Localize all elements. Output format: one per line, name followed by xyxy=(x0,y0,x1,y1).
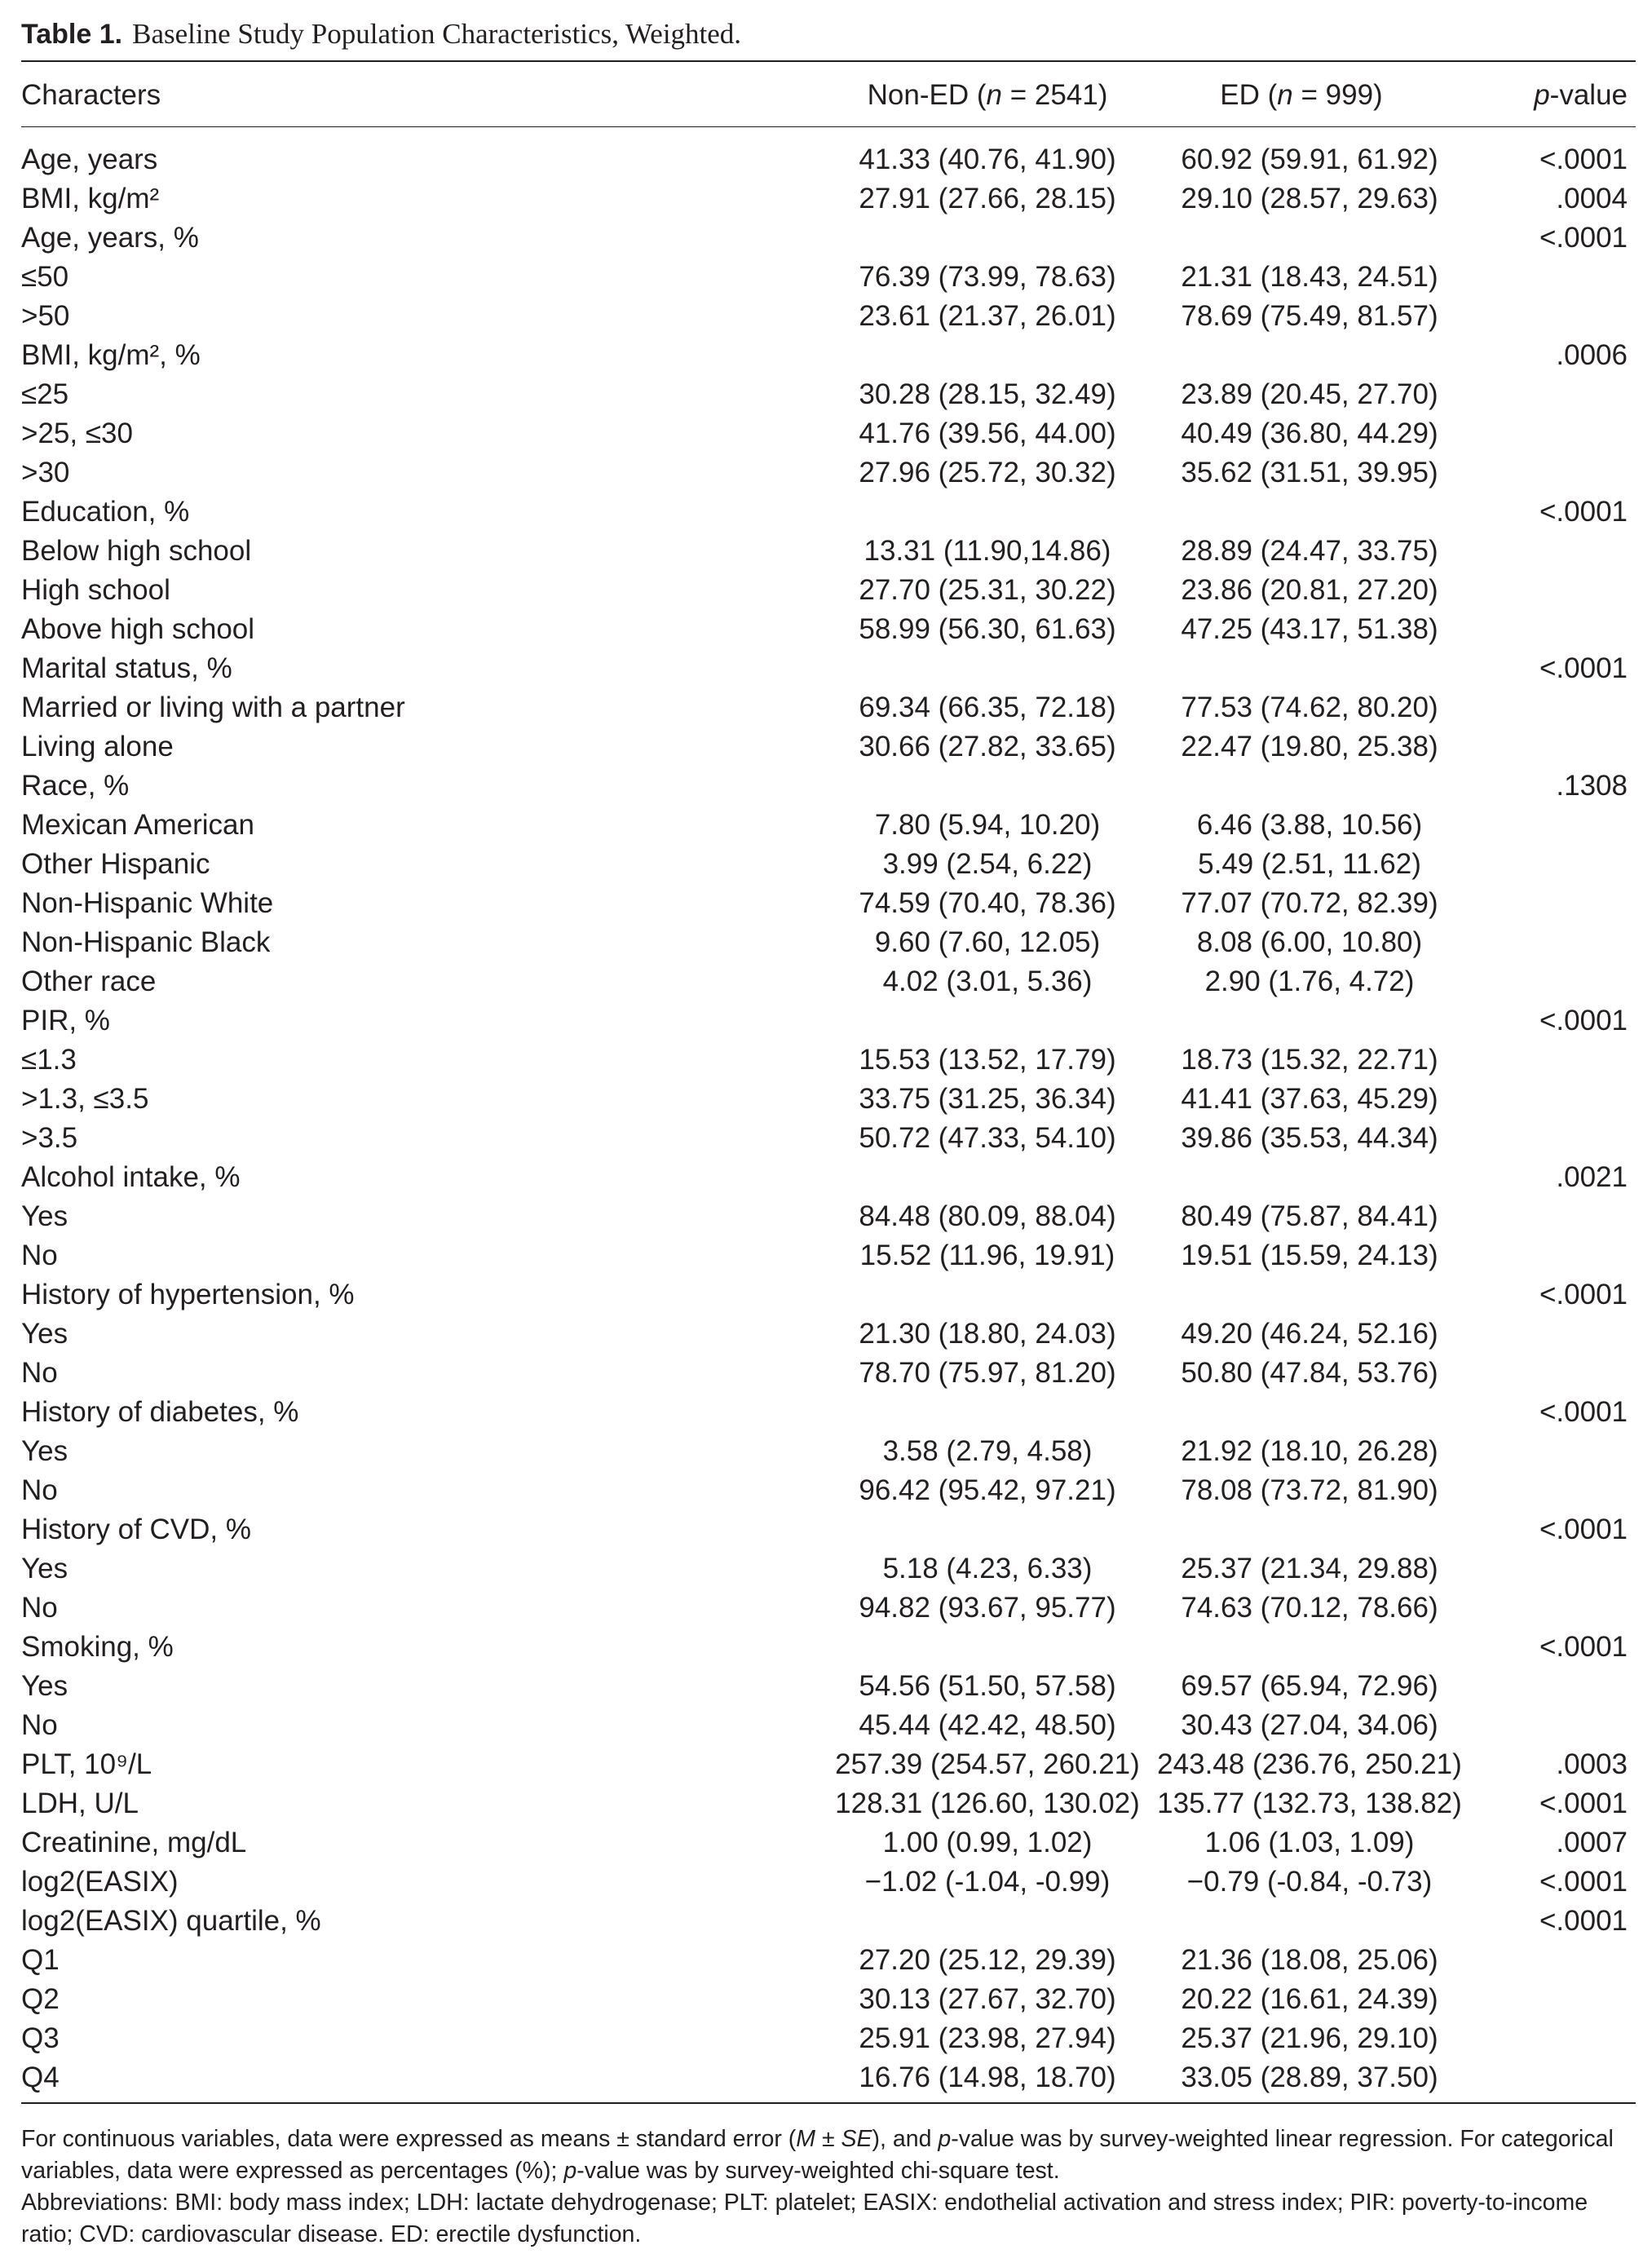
row-ed-value: 50.80 (47.84, 53.76) xyxy=(1181,1357,1438,1389)
row-label: Above high school xyxy=(21,613,255,645)
row-ed-value: 77.53 (74.62, 80.20) xyxy=(1181,692,1438,723)
row-ed-value: 78.69 (75.49, 81.57) xyxy=(1181,300,1438,332)
row-p-value: .0006 xyxy=(1556,339,1628,371)
row-label: log2(EASIX) xyxy=(21,1866,179,1898)
row-non-ed-value: 54.56 (51.50, 57.58) xyxy=(859,1670,1116,1702)
row-p-value: <.0001 xyxy=(1539,1396,1628,1428)
table-row xyxy=(21,1902,1636,1941)
table-row xyxy=(21,845,1636,884)
fn-part: -value was by survey-weighted chi-square test. xyxy=(576,2158,1060,2184)
header-p-symbol: p xyxy=(1534,79,1550,111)
row-ed-value: 69.57 (65.94, 72.96) xyxy=(1181,1670,1438,1702)
row-ed-value: 243.48 (236.76, 250.21) xyxy=(1157,1748,1462,1780)
row-ed-value: 77.07 (70.72, 82.39) xyxy=(1181,887,1438,919)
header-ed-n: n xyxy=(1277,79,1293,111)
footnote-methods xyxy=(21,2123,1644,2187)
row-p-value: <.0001 xyxy=(1539,1279,1628,1310)
header-characters: Characters xyxy=(21,79,161,111)
row-label: >30 xyxy=(21,457,70,488)
footnote-abbreviations: Abbreviations: BMI: body mass index; LDH: lactate dehydrogenase; PLT: platelet; EASIX: endothelial activation and stress index; PIR: poverty-to-income ratio; CVD: cardiovascular disease. ED: erectile dysfunction. xyxy=(21,2190,1588,2247)
row-p-value: .0007 xyxy=(1556,1827,1628,1858)
row-p-value: <.0001 xyxy=(1539,1631,1628,1663)
table-row xyxy=(21,1863,1636,1902)
row-label: No xyxy=(21,1240,58,1271)
row-ed-value: 18.73 (15.32, 22.71) xyxy=(1181,1044,1438,1076)
row-label: Smoking, % xyxy=(21,1631,174,1663)
row-label: No xyxy=(21,1709,58,1741)
table-caption-label: Table 1. xyxy=(21,19,123,50)
row-ed-value: 74.63 (70.12, 78.66) xyxy=(1181,1592,1438,1624)
row-label: Below high school xyxy=(21,535,252,567)
row-ed-value: 60.92 (59.91, 61.92) xyxy=(1181,144,1438,175)
row-label: No xyxy=(21,1592,58,1624)
table-row xyxy=(21,1236,1636,1275)
row-label: LDH, U/L xyxy=(21,1788,139,1819)
row-ed-value: 78.08 (73.72, 81.90) xyxy=(1181,1474,1438,1506)
row-ed-value: 25.37 (21.34, 29.88) xyxy=(1181,1553,1438,1584)
row-non-ed-value: 58.99 (56.30, 61.63) xyxy=(859,613,1116,645)
row-ed-value: 25.37 (21.96, 29.10) xyxy=(1181,2022,1438,2054)
row-ed-value: 29.10 (28.57, 29.63) xyxy=(1181,183,1438,214)
row-p-value: .0004 xyxy=(1556,183,1628,214)
fn-part: For continuous variables, data were expressed as means ± standard error ( xyxy=(21,2126,797,2152)
row-label: BMI, kg/m², % xyxy=(21,339,201,371)
row-label: Other race xyxy=(21,966,157,997)
row-label: >25, ≤30 xyxy=(21,418,133,449)
row-non-ed-value: 21.30 (18.80, 24.03) xyxy=(859,1318,1116,1350)
table-row xyxy=(21,884,1636,923)
table-header-rule xyxy=(21,126,1636,127)
row-ed-value: 30.43 (27.04, 34.06) xyxy=(1181,1709,1438,1741)
table-row xyxy=(21,1119,1636,1158)
row-label: Living alone xyxy=(21,731,174,762)
row-non-ed-value: 9.60 (7.60, 12.05) xyxy=(874,926,1101,958)
row-label: Alcohol intake, % xyxy=(21,1161,241,1193)
table-row xyxy=(21,1589,1636,1628)
row-ed-value: −0.79 (-0.84, -0.73) xyxy=(1186,1866,1433,1898)
table-row xyxy=(21,2019,1636,2058)
fn-part: -value was by survey-weighted linear regression. For categorical variables, data were expressed as percentages (%); xyxy=(21,2126,1614,2184)
row-ed-value: 21.31 (18.43, 24.51) xyxy=(1181,261,1438,293)
row-p-value: <.0001 xyxy=(1539,1788,1628,1819)
row-p-value: <.0001 xyxy=(1539,496,1628,528)
table-row xyxy=(21,1784,1636,1823)
row-ed-value: 49.20 (46.24, 52.16) xyxy=(1181,1318,1438,1350)
row-non-ed-value: 4.02 (3.01, 5.36) xyxy=(882,966,1093,997)
table-row xyxy=(21,1628,1636,1667)
table-row xyxy=(21,649,1636,688)
row-label: PLT, 10⁹/L xyxy=(21,1748,152,1780)
row-label: No xyxy=(21,1474,58,1506)
row-ed-value: 80.49 (75.87, 84.41) xyxy=(1181,1200,1438,1232)
fn-p: p xyxy=(938,2126,952,2152)
table-header-row xyxy=(21,68,1636,122)
header-ed xyxy=(1098,68,1505,122)
row-ed-value: 1.06 (1.03, 1.09) xyxy=(1204,1827,1415,1858)
table-row xyxy=(21,493,1636,532)
row-label: >3.5 xyxy=(21,1122,78,1154)
table-row xyxy=(21,610,1636,649)
table-row xyxy=(21,1941,1636,1980)
table-row xyxy=(21,140,1636,179)
row-label: High school xyxy=(21,574,170,606)
row-non-ed-value: 41.76 (39.56, 44.00) xyxy=(859,418,1116,449)
row-label: Mexican American xyxy=(21,809,254,841)
table-row xyxy=(21,1980,1636,2019)
row-label: ≤1.3 xyxy=(21,1044,77,1076)
row-p-value: <.0001 xyxy=(1539,1005,1628,1036)
table-row xyxy=(21,532,1636,571)
row-non-ed-value: 15.53 (13.52, 17.79) xyxy=(859,1044,1116,1076)
row-non-ed-value: 1.00 (0.99, 1.02) xyxy=(882,1827,1093,1858)
row-ed-value: 2.90 (1.76, 4.72) xyxy=(1204,966,1415,997)
row-non-ed-value: 27.70 (25.31, 30.22) xyxy=(859,574,1116,606)
row-ed-value: 39.86 (35.53, 44.34) xyxy=(1181,1122,1438,1154)
table-row xyxy=(21,179,1636,219)
row-non-ed-value: −1.02 (-1.04, -0.99) xyxy=(864,1866,1111,1898)
table-bottom-rule xyxy=(21,2102,1636,2104)
table-row xyxy=(21,1197,1636,1236)
row-non-ed-value: 128.31 (126.60, 130.02) xyxy=(835,1788,1140,1819)
row-non-ed-value: 27.96 (25.72, 30.32) xyxy=(859,457,1116,488)
fn-se: SE xyxy=(841,2126,872,2152)
row-label: Education, % xyxy=(21,496,190,528)
row-non-ed-value: 23.61 (21.37, 26.01) xyxy=(859,300,1116,332)
row-non-ed-value: 94.82 (93.67, 95.77) xyxy=(859,1592,1116,1624)
table-top-rule xyxy=(21,60,1636,62)
header-p-value xyxy=(1534,68,1628,122)
row-ed-value: 22.47 (19.80, 25.38) xyxy=(1181,731,1438,762)
table-body xyxy=(21,140,1636,2097)
table-row xyxy=(21,258,1636,297)
row-label: Non-Hispanic White xyxy=(21,887,274,919)
table-row xyxy=(21,806,1636,845)
row-label: Q3 xyxy=(21,2022,60,2054)
table-row xyxy=(21,1432,1636,1471)
row-non-ed-value: 257.39 (254.57, 260.21) xyxy=(835,1748,1140,1780)
table-caption xyxy=(21,11,1636,57)
table-row xyxy=(21,1001,1636,1041)
row-label: Q4 xyxy=(21,2062,60,2093)
row-non-ed-value: 33.75 (31.25, 36.34) xyxy=(859,1083,1116,1115)
row-non-ed-value: 7.80 (5.94, 10.20) xyxy=(874,809,1101,841)
table-row xyxy=(21,336,1636,375)
row-label: History of CVD, % xyxy=(21,1514,251,1545)
row-label: Q2 xyxy=(21,1983,60,2015)
header-p-suffix: -value xyxy=(1549,79,1628,111)
header-non-ed-suffix: = 2541) xyxy=(1001,79,1108,111)
row-ed-value: 41.41 (37.63, 45.29) xyxy=(1181,1083,1438,1115)
row-ed-value: 28.89 (24.47, 33.75) xyxy=(1181,535,1438,567)
row-ed-value: 35.62 (31.51, 39.95) xyxy=(1181,457,1438,488)
row-label: History of diabetes, % xyxy=(21,1396,299,1428)
row-p-value: .0021 xyxy=(1556,1161,1628,1193)
table-row xyxy=(21,1315,1636,1354)
table-row xyxy=(21,767,1636,806)
row-non-ed-value: 76.39 (73.99, 78.63) xyxy=(859,261,1116,293)
table-row xyxy=(21,1393,1636,1432)
row-label: Race, % xyxy=(21,770,130,802)
row-label: PIR, % xyxy=(21,1005,110,1036)
row-non-ed-value: 50.72 (47.33, 54.10) xyxy=(859,1122,1116,1154)
row-ed-value: 40.49 (36.80, 44.29) xyxy=(1181,418,1438,449)
row-ed-value: 6.46 (3.88, 10.56) xyxy=(1196,809,1423,841)
row-label: Non-Hispanic Black xyxy=(21,926,271,958)
row-label: Married or living with a partner xyxy=(21,692,405,723)
row-non-ed-value: 41.33 (40.76, 41.90) xyxy=(859,144,1116,175)
row-label: ≤25 xyxy=(21,378,69,410)
table-row xyxy=(21,1510,1636,1549)
row-non-ed-value: 27.91 (27.66, 28.15) xyxy=(859,183,1116,214)
table-row xyxy=(21,1158,1636,1197)
table-row xyxy=(21,2058,1636,2097)
row-p-value: <.0001 xyxy=(1539,222,1628,254)
header-ed-prefix: ED ( xyxy=(1220,79,1278,111)
row-p-value: <.0001 xyxy=(1539,144,1628,175)
row-label: Age, years, % xyxy=(21,222,199,254)
row-label: Yes xyxy=(21,1435,68,1467)
row-non-ed-value: 45.44 (42.42, 48.50) xyxy=(859,1709,1116,1741)
table-row xyxy=(21,375,1636,414)
row-non-ed-value: 74.59 (70.40, 78.36) xyxy=(859,887,1116,919)
row-non-ed-value: 30.28 (28.15, 32.49) xyxy=(859,378,1116,410)
row-non-ed-value: 84.48 (80.09, 88.04) xyxy=(859,1200,1116,1232)
row-non-ed-value: 5.18 (4.23, 6.33) xyxy=(882,1553,1093,1584)
row-non-ed-value: 96.42 (95.42, 97.21) xyxy=(859,1474,1116,1506)
table-row xyxy=(21,727,1636,767)
row-ed-value: 23.86 (20.81, 27.20) xyxy=(1181,574,1438,606)
row-label: Yes xyxy=(21,1553,68,1584)
table-row xyxy=(21,923,1636,962)
table-caption-text: Baseline Study Population Characteristics, Weighted. xyxy=(132,18,742,50)
table-row xyxy=(21,962,1636,1001)
table-footnotes xyxy=(21,2123,1644,2251)
row-ed-value: 19.51 (15.59, 24.13) xyxy=(1181,1240,1438,1271)
table-row xyxy=(21,571,1636,610)
row-non-ed-value: 3.58 (2.79, 4.58) xyxy=(882,1435,1093,1467)
row-non-ed-value: 16.76 (14.98, 18.70) xyxy=(859,2062,1116,2093)
header-non-ed-prefix: Non-ED ( xyxy=(867,79,987,111)
table-row xyxy=(21,1080,1636,1119)
row-ed-value: 21.92 (18.10, 26.28) xyxy=(1181,1435,1438,1467)
row-label: BMI, kg/m² xyxy=(21,183,160,214)
row-p-value: .1308 xyxy=(1556,770,1628,802)
row-label: No xyxy=(21,1357,58,1389)
fn-m: M xyxy=(796,2126,816,2152)
row-non-ed-value: 15.52 (11.96, 19.91) xyxy=(859,1240,1115,1271)
table-row xyxy=(21,1354,1636,1393)
row-non-ed-value: 25.91 (23.98, 27.94) xyxy=(859,2022,1116,2054)
characteristics-table xyxy=(21,68,1636,2093)
table-row xyxy=(21,1745,1636,1784)
row-non-ed-value: 13.31 (11.90,14.86) xyxy=(864,535,1111,567)
table-row xyxy=(21,1471,1636,1510)
row-non-ed-value: 3.99 (2.54, 6.22) xyxy=(882,848,1093,880)
row-label: Age, years xyxy=(21,144,158,175)
row-label: >50 xyxy=(21,300,70,332)
row-non-ed-value: 30.13 (27.67, 32.70) xyxy=(859,1983,1116,2015)
row-p-value: <.0001 xyxy=(1539,652,1628,684)
row-ed-value: 20.22 (16.61, 24.39) xyxy=(1181,1983,1438,2015)
row-label: Yes xyxy=(21,1200,68,1232)
row-p-value: .0003 xyxy=(1556,1748,1628,1780)
table-row xyxy=(21,219,1636,258)
row-label: >1.3, ≤3.5 xyxy=(21,1083,149,1115)
table-row xyxy=(21,1041,1636,1080)
row-ed-value: 33.05 (28.89, 37.50) xyxy=(1181,2062,1438,2093)
row-ed-value: 21.36 (18.08, 25.06) xyxy=(1181,1944,1438,1976)
row-ed-value: 23.89 (20.45, 27.70) xyxy=(1181,378,1438,410)
fn-pm: ± xyxy=(815,2126,841,2152)
row-p-value: <.0001 xyxy=(1539,1905,1628,1937)
table-row xyxy=(21,1823,1636,1863)
row-label: Q1 xyxy=(21,1944,60,1976)
row-label: Yes xyxy=(21,1318,68,1350)
table-row xyxy=(21,1667,1636,1706)
row-non-ed-value: 69.34 (66.35, 72.18) xyxy=(859,692,1116,723)
fn-part: ), and xyxy=(872,2126,939,2152)
table-row xyxy=(21,1549,1636,1589)
row-label: log2(EASIX) quartile, % xyxy=(21,1905,321,1937)
row-ed-value: 5.49 (2.51, 11.62) xyxy=(1198,848,1421,880)
table-row xyxy=(21,453,1636,493)
row-ed-value: 8.08 (6.00, 10.80) xyxy=(1196,926,1423,958)
row-label: History of hypertension, % xyxy=(21,1279,355,1310)
row-label: Creatinine, mg/dL xyxy=(21,1827,247,1858)
table-row xyxy=(21,414,1636,453)
row-ed-value: 47.25 (43.17, 51.38) xyxy=(1181,613,1438,645)
table-row xyxy=(21,1275,1636,1315)
row-p-value: <.0001 xyxy=(1539,1866,1628,1898)
row-p-value: <.0001 xyxy=(1539,1514,1628,1545)
row-label: ≤50 xyxy=(21,261,69,293)
row-non-ed-value: 78.70 (75.97, 81.20) xyxy=(859,1357,1116,1389)
row-label: Other Hispanic xyxy=(21,848,210,880)
table-row xyxy=(21,297,1636,336)
header-non-ed-n: n xyxy=(986,79,1002,111)
row-label: Yes xyxy=(21,1670,68,1702)
row-ed-value: 135.77 (132.73, 138.82) xyxy=(1157,1788,1462,1819)
header-ed-suffix: = 999) xyxy=(1292,79,1383,111)
table-row xyxy=(21,688,1636,727)
row-non-ed-value: 27.20 (25.12, 29.39) xyxy=(859,1944,1116,1976)
row-non-ed-value: 30.66 (27.82, 33.65) xyxy=(859,731,1116,762)
table-row xyxy=(21,1706,1636,1745)
fn-p: p xyxy=(563,2158,577,2184)
row-label: Marital status, % xyxy=(21,652,232,684)
